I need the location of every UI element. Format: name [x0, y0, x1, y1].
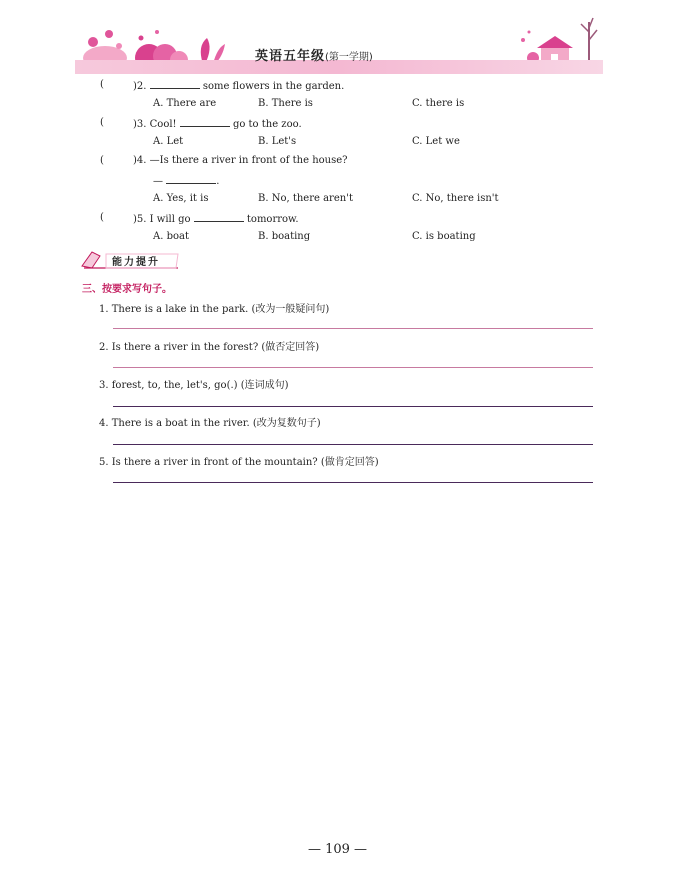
answer-line[interactable] [113, 444, 593, 445]
option-a[interactable]: A. Yes, it is [153, 193, 209, 204]
exercise-5: 5. Is there a river in front of the mountain? (做肯定回答) [99, 457, 379, 468]
section-title: 三、按要求写句子。 [82, 284, 172, 295]
fill-blank[interactable] [180, 117, 230, 127]
question-text: go to the zoo. [232, 119, 302, 130]
question-4-answer [153, 174, 219, 187]
answer-paren[interactable]: ( [100, 79, 104, 90]
page-header [75, 12, 603, 76]
page-number: — 109 — [307, 842, 368, 857]
fill-blank[interactable] [166, 174, 216, 184]
book-title: 英语五年级 [255, 49, 326, 64]
ability-label: 能力提升 [112, 257, 160, 268]
question-4 [133, 155, 348, 166]
question-3 [133, 117, 302, 130]
fill-blank[interactable] [194, 212, 244, 222]
option-c[interactable]: C. No, there isn't [412, 193, 499, 204]
question-text: some flowers in the garden. [202, 81, 345, 92]
header-title [255, 45, 373, 64]
answer-paren[interactable]: ( [100, 212, 104, 223]
dash: — [153, 176, 163, 187]
option-b[interactable]: B. Let's [258, 136, 297, 147]
answer-line[interactable] [113, 328, 593, 329]
question-number: )2. [133, 81, 147, 92]
question-5 [133, 212, 299, 225]
question-text: Cool! [149, 119, 177, 130]
question-number: )4. [133, 155, 147, 166]
answer-line[interactable] [113, 367, 593, 368]
question-text: I will go [149, 214, 191, 225]
answer-line[interactable] [113, 482, 593, 483]
option-b[interactable]: B. No, there aren't [258, 193, 353, 204]
exercise-3: 3. forest, to, the, let's, go(.) (连词成句) [99, 380, 289, 391]
exercise-1: 1. There is a lake in the park. (改为一般疑问句) [99, 304, 330, 315]
exercise-4: 4. There is a boat in the river. (改为复数句子) [99, 418, 321, 429]
option-a[interactable]: A. There are [153, 98, 217, 109]
answer-line[interactable] [113, 406, 593, 407]
option-b[interactable]: B. There is [258, 98, 313, 109]
option-c[interactable]: C. is boating [412, 231, 476, 242]
question-number: )3. [133, 119, 147, 130]
option-c[interactable]: C. Let we [412, 136, 460, 147]
ability-badge [80, 248, 180, 270]
option-a[interactable]: A. boat [153, 231, 189, 242]
book-subtitle: (第一学期) [325, 52, 373, 63]
exercise-2: 2. Is there a river in the forest? (做否定回答) [99, 342, 320, 353]
question-2 [133, 79, 344, 92]
question-text: tomorrow. [246, 214, 299, 225]
fill-blank[interactable] [150, 79, 200, 89]
question-number: )5. [133, 214, 147, 225]
question-text: —Is there a river in front of the house? [149, 155, 348, 166]
period: . [216, 176, 220, 187]
answer-paren[interactable]: ( [100, 155, 104, 166]
answer-paren[interactable]: ( [100, 117, 104, 128]
option-c[interactable]: C. there is [412, 98, 465, 109]
option-b[interactable]: B. boating [258, 231, 311, 242]
option-a[interactable]: A. Let [153, 136, 184, 147]
